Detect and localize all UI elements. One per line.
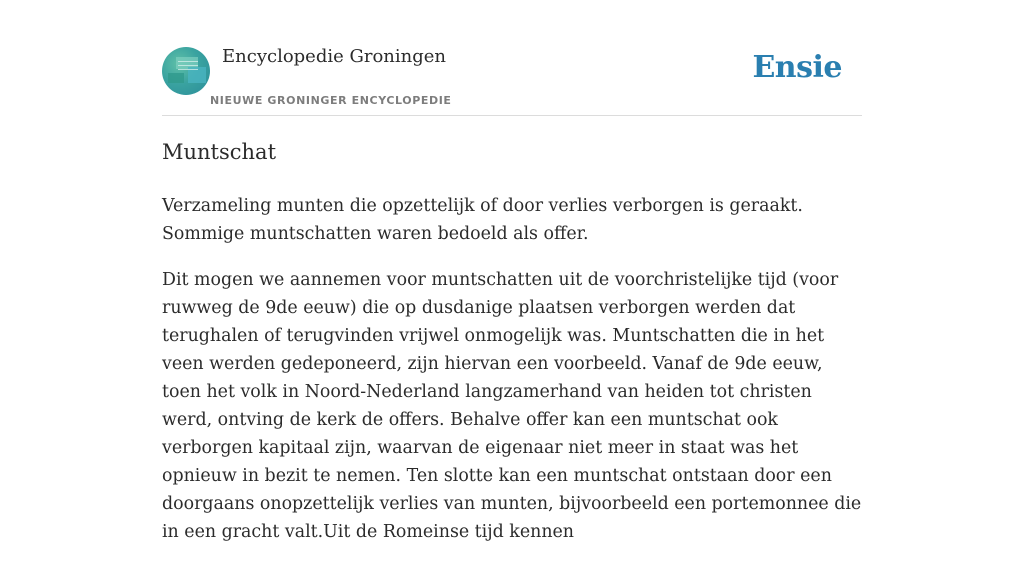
ensie-brand-link[interactable]: Ensie: [752, 50, 842, 85]
site-subtitle: NIEUWE GRONINGER ENCYCLOPEDIE: [210, 94, 452, 107]
article-paragraph: Verzameling munten die opzettelijk of door verlies verborgen is geraakt. Sommige muntschatten waren bedoeld als offer.: [162, 196, 803, 244]
article-paragraph: Dit mogen we aannemen voor muntschatten uit de voorchristelijke tijd (voor ruwweg de 9de eeuw) die op dusdanige plaatsen verborgen werden dat terughalen of terugvinden vrijwel onmogelijk was. Muntschatten die in het veen werden gedeponeerd, zijn hiervan een voorbeeld. Vanaf de 9de eeuw, toen het volk in Noord-Nederland langzamerhand van heiden tot christen werd, ontving de kerk de offers. Behalve offer kan een muntschat ook verborgen kapitaal zijn, waarvan de eigenaar niet meer in staat was het opnieuw in bezit te nemen. Ten slotte kan een muntschat ontstaan door een doorgaans onopzettelijk verlies van munten, bijvoorbeeld een portemonnee die in een gracht valt.Uit de Romeinse tijd kennen: [162, 270, 862, 542]
encyclopedia-logo-icon[interactable]: [162, 47, 210, 95]
site-header: [162, 0, 862, 116]
site-name-link[interactable]: Encyclopedie Groningen: [222, 46, 447, 67]
article-body: [162, 192, 864, 564]
page-title: Muntschat: [162, 140, 277, 164]
